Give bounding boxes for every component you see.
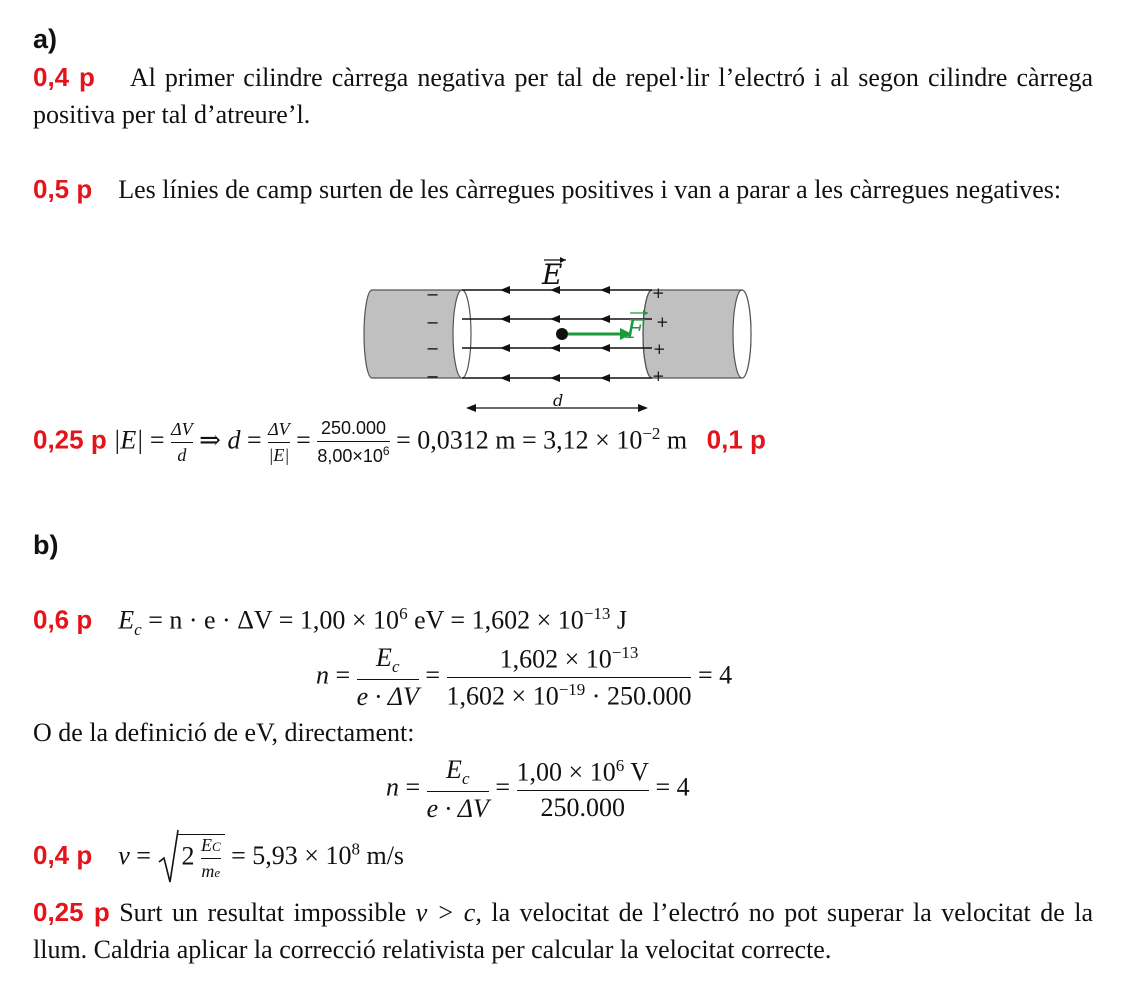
plus-sign: + [652,284,665,302]
section-b-heading: b) [33,530,59,560]
equation-n-from-energy: n = $\frac{E_c}{e \cdot \Delta V}$ = $\frac{1,602 \times 10^{-13}}{1,602 \times 10^{-19} \cdot 250.000}$ = 4 [316,643,733,712]
points-badge: 0,4 p [33,839,93,870]
minus-sign: − [426,339,440,358]
svg-text:F: F [626,315,645,345]
distance-result: = 0,0312 m = 3,12 × 10 [396,425,643,455]
section-a-heading: a) [33,24,58,54]
electron-dot [556,328,568,340]
plus-sign: + [652,367,665,385]
fraction-Ec-eDV: $\frac{E_c}{e \cdot \Delta V}$ [356,643,419,712]
section-b-conclusion: 0,25 p Surt un resultat impossible v > c, la velocitat de l’electró no pot superar la velocitat de la llum. Caldria aplicar la correcció relativista per calcular la velocitat correcte. [33,897,1094,964]
equation-n-direct: n = $\frac{E_c}{e \cdot \Delta V}$ = $\frac{1,00 \times 10^6 V}{250.000}$ = 4 [386,755,690,824]
left-cylinder [364,290,471,378]
capacitor-cylinders-figure [360,250,770,420]
points-badge: 0,25 p [33,897,110,927]
section-b-note: O de la definició de eV, directament: [33,718,415,747]
plus-sign: + [656,313,669,331]
section-a-paragraph-1 [33,59,1093,133]
square-root: 2 $\frac{EC}{me}$ [157,834,224,882]
points-badge: 0,4 p [33,62,95,92]
d-symbol: d [227,425,241,455]
right-cylinder [643,290,751,378]
equation-distance: 0,25 p |E| = $\frac{\Delta V}{d}$ ⇒ d = $\frac{\Delta V}{|E|}$ = $\frac{250.000}{8,00\times 10^6}$ = 0,0312 $m = 3,12 \times 10^{-2}$ m 0,1 p [33,418,766,466]
field-vector-label [541,257,566,291]
fraction-Ec-eDV: $\frac{E_c}{e \cdot \Delta V}$ [426,755,489,824]
minus-sign: − [426,313,440,332]
minus-sign: − [426,367,440,386]
fraction-voltage-values: $\frac{1,00 \times 10^6 V}{250.000}$ [516,756,650,822]
points-badge: 0,1 p [706,424,766,455]
equation-kinetic-energy: 0,6 p $E_c = n \cdot e \cdot \Delta V = 1,00 \times 10^6$ eV = $1,602 \times 10^{-13}$ J [33,604,627,639]
points-badge: 0,6 p [33,604,93,635]
minus-sign: − [426,285,440,304]
points-badge: 0,25 p [33,424,107,455]
points-badge: 0,5 p [33,174,93,204]
svg-text:E: E [542,258,563,291]
inequality: v > c, [415,898,482,927]
section-a-paragraph-2 [33,171,1093,208]
field-magnitude: |E| [113,425,144,455]
implies: ⇒ [199,425,221,455]
equals: = [149,425,165,455]
fraction-values: $\frac{250.000}{8,00\times 10^6}$ [317,418,390,466]
fraction-dV-E: $\frac{\Delta V}{|E|}$ [268,419,290,465]
distance-label: d [553,391,564,410]
equation-velocity: 0,4 p v = 2 $\frac{EC}{me}$ = $5,93 \times 10^8$ m/s [33,834,404,882]
fraction-energy-values: $\frac{1,602 \times 10^{-13}}{1,602 \times 10^{-19} \cdot 250.000}$ [446,643,692,711]
paragraph-text: Al primer cilindre càrrega negativa per tal de repel·lir l’electró i al segon cilindre càrrega positiva per tal d’atreure’l. [33,63,1093,129]
paragraph-text: Les línies de camp surten de les càrregues positives i van a parar a les càrregues negatives: [118,175,1062,204]
plus-sign: + [653,340,666,358]
fraction-dV-d: $\frac{\Delta V}{d}$ [171,419,193,465]
